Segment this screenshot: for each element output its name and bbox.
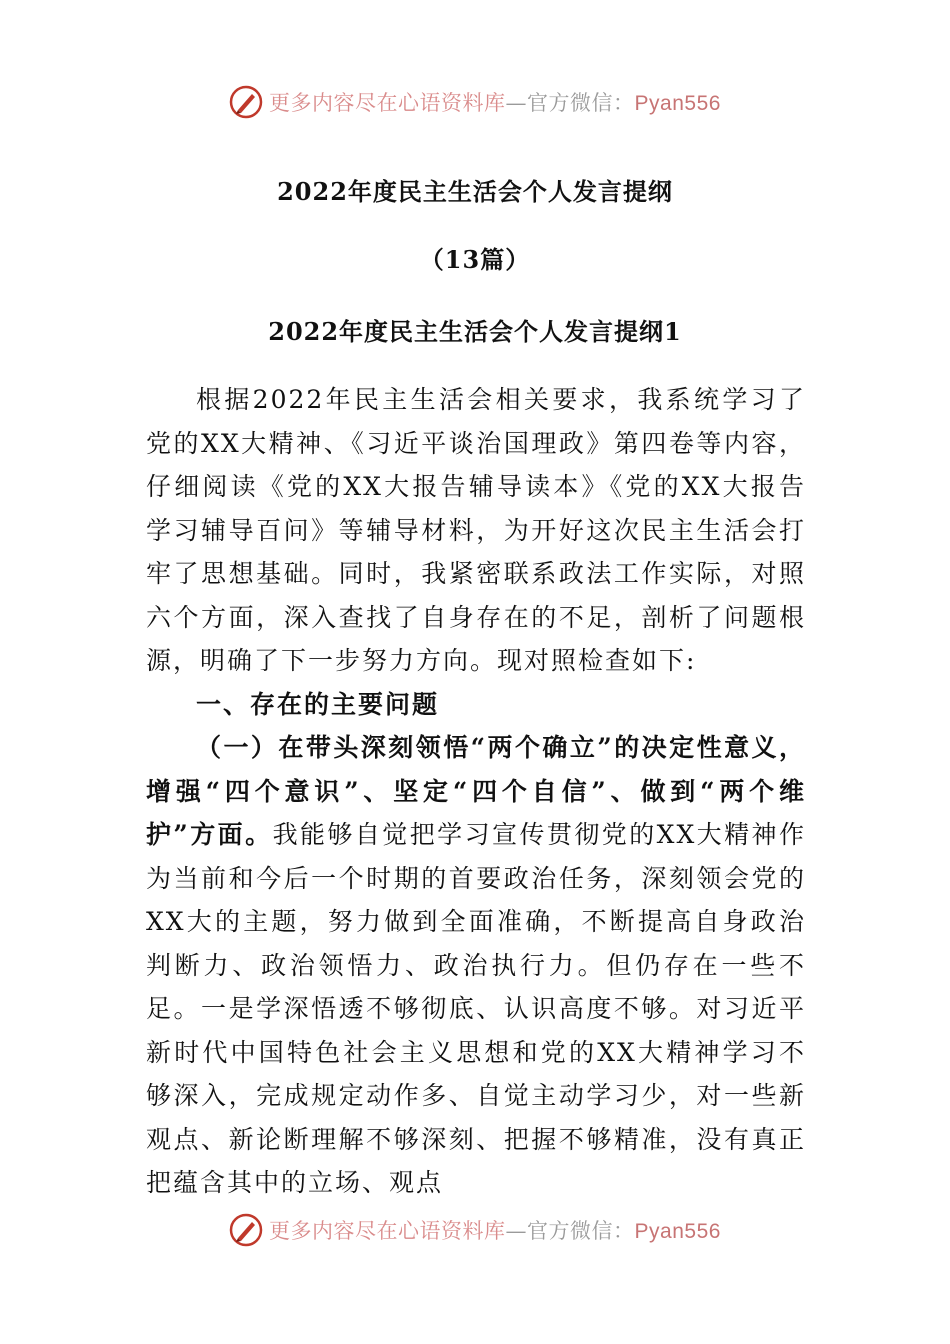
watermark-text (269, 87, 721, 117)
watermark-text (269, 1215, 721, 1245)
watermark-site: 更多内容尽在心语资料库 (269, 91, 506, 115)
header-watermark (0, 82, 950, 122)
problem-body: 我能够自觉把学习宣传贯彻党的XX大精神作为当前和今后一个时期的首要政治任务，深刻领会党的XX大的主题，努力做到全面准确，不断提高自身政治判断力、政治领悟力、政治执行力。但仍存在一些不足。一是学深悟透不够彻底、认识高度不够。对习近平新时代中国特色社会主义思想和党的XX大精神学习不够深入，完成规定动作多、自觉主动学习少，对一些新观点、新论断理解不够深刻、把握不够精准，没有真正把蕴含其中的立场、观点 (146, 820, 806, 1197)
section-title: 2022年度民主生活会个人发言提纲1 (268, 317, 682, 346)
watermark-label: —官方微信： (505, 1219, 635, 1243)
pen-logo-icon (229, 85, 263, 119)
watermark-wechat-id: Pyan556 (634, 92, 721, 115)
footer-watermark (0, 1210, 950, 1250)
sub-heading: （一）在带头深刻领悟“两个确立”的决定性意义，增强“四个意识”、坚定“四个自信”、做到“两个维护”方面。 (146, 733, 806, 849)
problem-paragraph (146, 726, 806, 1205)
pen-logo-icon (229, 1213, 263, 1247)
document-title: 2022年度民主生活会个人发言提纲 (277, 177, 673, 206)
watermark-label: —官方微信： (505, 91, 635, 115)
watermark-site: 更多内容尽在心语资料库 (269, 1219, 506, 1243)
document-count: （13篇） (419, 245, 531, 274)
watermark-wechat-id: Pyan556 (634, 1220, 721, 1243)
intro-paragraph: 根据2022年民主生活会相关要求，我系统学习了党的XX大精神、《习近平谈治国理政》第四卷等内容，仔细阅读《党的XX大报告辅导读本》《党的XX大报告学习辅导百问》等辅导材料，为开好这次民主生活会打牢了思想基础。同时，我紧密联系政法工作实际，对照六个方面，深入查找了自身存在的不足，剖析了问题根源，明确了下一步努力方向。现对照检查如下: (146, 385, 806, 675)
document-body (146, 378, 806, 1205)
heading-main-problems: 一、存在的主要问题 (196, 689, 440, 719)
